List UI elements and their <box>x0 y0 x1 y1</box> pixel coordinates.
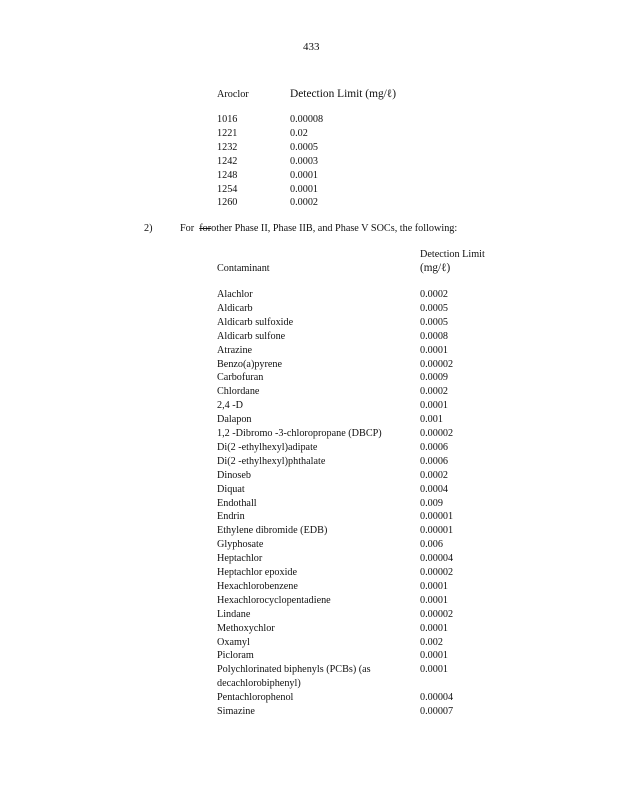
contaminant-row <box>217 705 457 719</box>
contaminant-limit: 0.0008 <box>420 330 449 342</box>
contaminant-row <box>217 538 457 552</box>
aroclor-name: 1254 <box>217 183 238 195</box>
contaminant-name: Diquat <box>217 483 245 495</box>
contaminant-row <box>217 649 457 663</box>
contaminant-name: Di(2 -ethylhexyl)phthalate <box>217 455 326 467</box>
contaminant-name: Pentachlorophenol <box>217 692 294 704</box>
contaminant-limit: 0.009 <box>420 497 443 509</box>
contaminant-row <box>217 483 457 497</box>
list-item-number: 2) <box>144 223 153 234</box>
contaminant-row <box>217 330 457 344</box>
contaminant-limit: 0.0001 <box>420 594 449 606</box>
contaminant-limit: 0.0006 <box>420 455 449 467</box>
detection-limit-column-header: Detection Limit (mg/ℓ) <box>290 88 397 100</box>
contaminant-row <box>217 566 457 580</box>
contaminant-name: Dalapon <box>217 414 252 426</box>
contaminant-row <box>217 302 457 316</box>
contaminant-row <box>217 636 457 650</box>
aroclor-name: 1260 <box>217 197 238 209</box>
contaminant-name: Endothall <box>217 497 257 509</box>
struck-text: for <box>199 223 212 234</box>
aroclor-row <box>217 183 319 197</box>
contaminant-name: Atrazine <box>217 344 253 356</box>
contaminant-row <box>217 399 457 413</box>
aroclor-row <box>217 155 319 169</box>
aroclor-row <box>217 113 324 127</box>
contaminant-name: Dinoseb <box>217 469 251 481</box>
aroclor-row <box>217 169 319 183</box>
contaminant-row <box>217 413 457 427</box>
contaminant-row <box>217 455 457 469</box>
list-item-text <box>180 223 457 234</box>
contaminant-row <box>217 663 457 691</box>
contaminant-limit: 0.0001 <box>420 664 449 676</box>
contaminant-limit: 0.0001 <box>420 580 449 592</box>
contaminant-row <box>217 580 457 594</box>
aroclor-limit: 0.0005 <box>290 141 319 153</box>
contaminant-row <box>217 358 457 372</box>
contaminant-name: Hexachlorobenzene <box>217 580 298 592</box>
contaminant-limit-header-line1: Detection Limit <box>420 249 485 260</box>
page-number: 433 <box>303 41 320 53</box>
contaminant-name: Alachlor <box>217 289 253 300</box>
contaminant-limit: 0.0005 <box>420 316 449 328</box>
aroclor-limit: 0.02 <box>290 127 308 139</box>
contaminant-row <box>217 441 457 455</box>
contaminant-row <box>217 622 457 636</box>
contaminant-limit: 0.0002 <box>420 469 449 481</box>
aroclor-column-header: Aroclor <box>217 89 249 100</box>
contaminant-row <box>217 497 457 511</box>
contaminant-row <box>217 691 457 705</box>
contaminant-limit: 0.0005 <box>420 302 449 314</box>
contaminant-limit: 0.00002 <box>420 358 454 370</box>
contaminant-limit: 0.001 <box>420 414 443 426</box>
contaminant-limit: 0.00002 <box>420 428 454 439</box>
contaminant-limit: 0.00007 <box>420 706 454 717</box>
contaminant-limit: 0.00001 <box>420 511 454 523</box>
contaminant-name: Endrin <box>217 511 245 523</box>
aroclor-row <box>217 127 308 141</box>
contaminant-name: Aldicarb sulfone <box>217 330 286 342</box>
contaminant-limit: 0.0004 <box>420 483 449 495</box>
contaminant-name: Glyphosate <box>217 539 264 551</box>
aroclor-limit: 0.00008 <box>290 114 324 125</box>
aroclor-name: 1016 <box>217 114 238 125</box>
list-item-body: other Phase II, Phase IIB, and Phase V SOCs, the following: <box>211 223 458 234</box>
contaminant-name: Chlordane <box>217 386 260 398</box>
aroclor-name: 1248 <box>217 169 238 181</box>
contaminant-name: Di(2 -ethylhexyl)adipate <box>217 441 318 453</box>
contaminant-name: Oxamyl <box>217 636 250 648</box>
contaminant-limit: 0.0001 <box>420 344 449 356</box>
contaminant-name: Ethylene dibromide (EDB) <box>217 525 328 537</box>
contaminant-limit: 0.00004 <box>420 553 454 565</box>
contaminant-row <box>217 469 457 483</box>
contaminant-limit: 0.0002 <box>420 289 449 300</box>
aroclor-limit: 0.0001 <box>290 183 319 195</box>
aroclor-limit: 0.0003 <box>290 155 319 167</box>
contaminant-limit: 0.00002 <box>420 608 454 620</box>
contaminant-name: Carbofuran <box>217 372 264 384</box>
aroclor-name: 1221 <box>217 127 238 139</box>
contaminant-name: Heptachlor epoxide <box>217 567 298 578</box>
contaminant-limit: 0.0001 <box>420 400 449 412</box>
contaminant-row <box>217 510 457 524</box>
contaminant-limit: 0.0001 <box>420 650 449 662</box>
contaminant-name: Lindane <box>217 608 251 620</box>
contaminant-limit: 0.0001 <box>420 622 449 634</box>
contaminant-name: 2,4 -D <box>217 400 244 412</box>
contaminant-column-header: Contaminant <box>217 263 270 274</box>
contaminant-name: Hexachlorocyclopentadiene <box>217 594 331 606</box>
contaminant-name: Simazine <box>217 706 255 717</box>
contaminant-limit: 0.002 <box>420 636 443 648</box>
aroclor-row <box>217 196 319 210</box>
contaminant-row <box>217 288 457 302</box>
contaminant-row <box>217 608 457 622</box>
contaminant-name: Aldicarb sulfoxide <box>217 316 294 328</box>
contaminant-limit: 0.006 <box>420 539 443 551</box>
contaminant-row <box>217 316 457 330</box>
contaminant-row <box>217 524 457 538</box>
contaminant-limit: 0.0002 <box>420 386 449 398</box>
contaminant-limit: 0.00001 <box>420 525 454 537</box>
aroclor-name: 1232 <box>217 141 238 153</box>
contaminant-row <box>217 371 457 385</box>
contaminant-limit: 0.0006 <box>420 441 449 453</box>
list-item-lead: For <box>180 223 195 234</box>
contaminant-name: Polychlorinated biphenyls (PCBs) (as decachlorobiphenyl) <box>217 664 371 690</box>
contaminant-row <box>217 385 457 399</box>
contaminant-limit: 0.00004 <box>420 692 454 704</box>
contaminant-name: Picloram <box>217 650 254 662</box>
aroclor-name: 1242 <box>217 155 238 167</box>
contaminant-name: Methoxychlor <box>217 622 275 634</box>
contaminant-row <box>217 552 457 566</box>
contaminant-limit: 0.00002 <box>420 567 454 578</box>
contaminant-row <box>217 344 457 358</box>
contaminant-limit-header-line2: (mg/ℓ) <box>420 262 451 274</box>
contaminant-name: Aldicarb <box>217 302 253 314</box>
aroclor-limit: 0.0001 <box>290 169 319 181</box>
contaminant-name: Heptachlor <box>217 553 263 565</box>
contaminant-name: 1,2 -Dibromo -3-chloropropane (DBCP) <box>217 428 382 439</box>
contaminant-row <box>217 594 457 608</box>
contaminant-row <box>217 427 457 441</box>
contaminant-name: Benzo(a)pyrene <box>217 358 283 370</box>
aroclor-row <box>217 141 319 155</box>
aroclor-limit: 0.0002 <box>290 197 319 209</box>
contaminant-limit: 0.0009 <box>420 372 449 384</box>
